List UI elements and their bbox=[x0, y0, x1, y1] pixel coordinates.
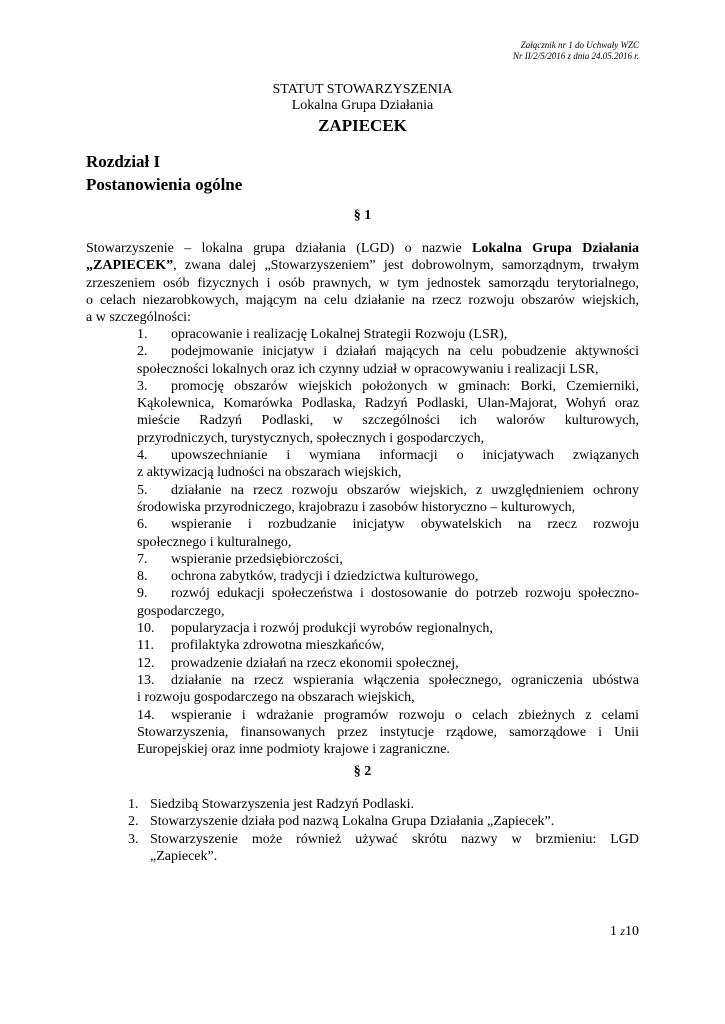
goal-item-text: działanie na rzecz wspierania włączenia społecznego, ograniczenia ubóstwa bbox=[171, 672, 639, 688]
goal-item bbox=[137, 482, 639, 517]
section-2-list bbox=[128, 796, 639, 865]
goal-item-line bbox=[137, 378, 639, 395]
goal-item-line bbox=[137, 585, 639, 602]
goal-item-text: z aktywizacją ludności na obszarach wiejskich, bbox=[137, 465, 402, 481]
goal-item-text: gospodarczego, bbox=[137, 603, 225, 619]
goal-item-line bbox=[137, 464, 639, 481]
goal-item-line bbox=[137, 689, 639, 706]
section-2-item-number: 2. bbox=[128, 814, 139, 830]
goal-item bbox=[137, 551, 639, 568]
goal-item-line bbox=[137, 430, 639, 447]
intro-rest-1: , zwana dalej „Stowarzyszeniem” jest dobrowolnym, samorządnym, trwałym bbox=[173, 258, 639, 274]
goal-item-text: przyrodniczych, turystycznych, społecznych i gospodarczych, bbox=[137, 430, 485, 446]
goal-item-number: 10. bbox=[137, 621, 155, 637]
attachment-note bbox=[513, 40, 639, 62]
goal-item bbox=[137, 326, 639, 343]
intro-line-5: a w szczególności: bbox=[86, 310, 191, 326]
chapter-heading bbox=[86, 150, 242, 196]
goal-item-line bbox=[137, 724, 639, 741]
goal-item-text: wspieranie i rozbudzanie inicjatyw obywatelskich na rzecz rozwoju bbox=[171, 517, 639, 533]
title-line-2: Lokalna Grupa Działania bbox=[291, 98, 434, 113]
goal-item bbox=[137, 568, 639, 585]
section-2-item-text: Stowarzyszenie działa pod nazwą Lokalna Grupa Działania „Zapiecek”. bbox=[150, 814, 555, 830]
goal-item-line bbox=[137, 637, 639, 654]
intro-line-2 bbox=[86, 257, 639, 274]
chapter-name: Postanowienia ogólne bbox=[86, 175, 243, 194]
goal-item-text: upowszechnianie i wymiana informacji o inicjatywach związanych bbox=[171, 448, 639, 464]
goal-item bbox=[137, 637, 639, 654]
goal-item-line bbox=[137, 482, 639, 499]
goal-item-number: 4. bbox=[137, 448, 148, 464]
goal-item-text: mieście Radzyń Podlaski, w szczególności ich walorów kulturowych, bbox=[137, 413, 639, 429]
goal-item bbox=[137, 707, 639, 759]
intro-line-4: o celach niezarobkowych, mającym na celu działanie na rzecz rozwoju obszarów wiejskich, bbox=[86, 292, 639, 308]
goal-item-line bbox=[137, 412, 639, 429]
goal-item-line bbox=[137, 741, 639, 758]
goal-item bbox=[137, 378, 639, 447]
goal-item-number: 2. bbox=[137, 344, 148, 360]
intro-line-1 bbox=[86, 240, 639, 257]
goal-item-text: Stowarzyszenia, finansowanych przez instytucje rządowe, samorządowe i Unii bbox=[137, 724, 639, 740]
goal-item-number: 1. bbox=[137, 327, 148, 342]
page-number bbox=[610, 924, 639, 940]
goal-item-line bbox=[137, 620, 639, 637]
goal-item-number: 13. bbox=[137, 672, 155, 688]
goal-item-line bbox=[137, 343, 639, 360]
page-current: 1 bbox=[609, 924, 617, 939]
goal-item-line bbox=[137, 534, 639, 551]
goal-item-text: popularyzacja i rozwój produkcji wyrobów regionalnych, bbox=[171, 621, 493, 637]
goal-item bbox=[137, 516, 639, 551]
goal-item bbox=[137, 655, 639, 672]
goal-item-line bbox=[137, 707, 639, 724]
goal-item-text: profilaktyka zdrowotna mieszkańców, bbox=[171, 638, 385, 654]
goal-item-text: Kąkolewnica, Komarówka Podlaska, Radzyń Podlaski, Ulan-Majorat, Wohyń oraz bbox=[137, 396, 639, 412]
goal-item-line bbox=[137, 603, 639, 620]
goal-item-text: ochrona zabytków, tradycji i dziedzictwa kulturowego, bbox=[171, 569, 479, 585]
goal-item-text: społecznego i kulturalnego, bbox=[137, 534, 292, 550]
goal-item-line bbox=[137, 568, 639, 585]
goal-item-text: promocję obszarów wiejskich położonych w gminach: Borki, Czemierniki, bbox=[171, 378, 639, 394]
section-2-item bbox=[128, 831, 639, 866]
page-total: 10 bbox=[625, 924, 639, 939]
goal-item-text: środowiska przyrodniczego, krajobrazu i zasobów historyczno – kulturowych, bbox=[137, 499, 576, 515]
goal-item-line bbox=[137, 395, 639, 412]
intro-name-1: Lokalna Grupa Działania bbox=[472, 241, 639, 256]
goal-item-text: i rozwoju gospodarczego na obszarach wiejskich, bbox=[137, 690, 415, 706]
goal-item bbox=[137, 672, 639, 707]
goal-item-line bbox=[137, 516, 639, 533]
title-line-1: STATUT STOWARZYSZENIA bbox=[272, 82, 453, 97]
goal-item-text: działanie na rzecz rozwoju obszarów wiejskich, z uwzględnieniem ochrony bbox=[171, 482, 639, 498]
goal-item bbox=[137, 620, 639, 637]
goal-item-line bbox=[137, 499, 639, 516]
section-1-intro bbox=[86, 240, 639, 326]
goal-item-text: opracowanie i realizację Lokalnej Strategii Rozwoju (LSR), bbox=[171, 327, 508, 342]
goal-item-line bbox=[137, 655, 639, 672]
goal-item-number: 7. bbox=[137, 551, 148, 567]
attachment-line-2: Nr II/2/5/2016 z dnia 24.05.2016 r. bbox=[512, 51, 639, 61]
goal-item-line bbox=[137, 672, 639, 689]
goal-item-line bbox=[137, 551, 639, 568]
attachment-line-1: Załącznik nr 1 do Uchwały WZC bbox=[520, 40, 639, 50]
goal-item-text: prowadzenie działań na rzecz ekonomii społecznej, bbox=[171, 655, 459, 671]
goal-item bbox=[137, 447, 639, 482]
goal-item-text: wspieranie i wdrażanie programów rozwoju o celach zbieżnych z celami bbox=[171, 707, 639, 723]
goal-item-number: 11. bbox=[137, 638, 154, 654]
section-2-item bbox=[128, 813, 639, 830]
page-of: z bbox=[620, 924, 625, 938]
goal-item-text: wspieranie przedsiębiorczości, bbox=[171, 551, 343, 567]
document-title bbox=[0, 82, 725, 137]
goal-item-line bbox=[137, 361, 639, 378]
section-2-item bbox=[128, 796, 639, 813]
goal-item-line bbox=[137, 326, 639, 343]
goal-item-text: społeczności lokalnych oraz ich czynny udział w opracowywaniu i realizacji LSR, bbox=[137, 361, 599, 377]
goal-item-number: 5. bbox=[137, 482, 148, 498]
intro-name-2: „ZAPIECEK” bbox=[86, 258, 174, 274]
title-line-3: ZAPIECEK bbox=[318, 116, 407, 135]
goal-item bbox=[137, 343, 639, 378]
goal-item-number: 8. bbox=[137, 569, 148, 585]
section-2-item-number: 1. bbox=[128, 797, 139, 812]
goal-item-number: 9. bbox=[137, 586, 148, 602]
section-2-item-text: Siedzibą Stowarzyszenia jest Radzyń Podlaski. bbox=[150, 797, 414, 812]
goal-item-number: 6. bbox=[137, 517, 148, 533]
section-2-sign: § 2 bbox=[353, 764, 372, 779]
section-2-item-text: Stowarzyszenie może również używać skrótu nazwy w brzmieniu: LGD bbox=[150, 831, 639, 847]
section-1-goals-list bbox=[137, 326, 639, 758]
chapter-number: Rozdział I bbox=[86, 152, 161, 171]
goal-item-number: 3. bbox=[137, 378, 148, 394]
goal-item-text: rozwój edukacji społeczeństwa i dostosowanie do potrzeb rozwoju społeczno- bbox=[171, 586, 639, 602]
goal-item-line bbox=[137, 447, 639, 464]
goal-item-text: podejmowanie inicjatyw i działań mających na celu pobudzenie aktywności bbox=[171, 344, 639, 360]
intro-line-3: zrzeszeniem osób fizycznych i osób prawnych, w tym jednostek samorządu terytorialnego, bbox=[86, 275, 639, 291]
goal-item-text: Europejskiej oraz inne podmioty krajowe i zagraniczne. bbox=[137, 742, 450, 758]
goal-item-number: 14. bbox=[137, 707, 155, 723]
section-2-item-text: „Zapiecek”. bbox=[150, 848, 218, 864]
intro-lead: Stowarzyszenie – lokalna grupa działania (LGD) o nazwie bbox=[86, 241, 473, 256]
goal-item bbox=[137, 585, 639, 620]
section-2-item-number: 3. bbox=[128, 831, 139, 847]
goal-item-number: 12. bbox=[137, 655, 155, 671]
section-1-sign: § 1 bbox=[353, 208, 372, 223]
